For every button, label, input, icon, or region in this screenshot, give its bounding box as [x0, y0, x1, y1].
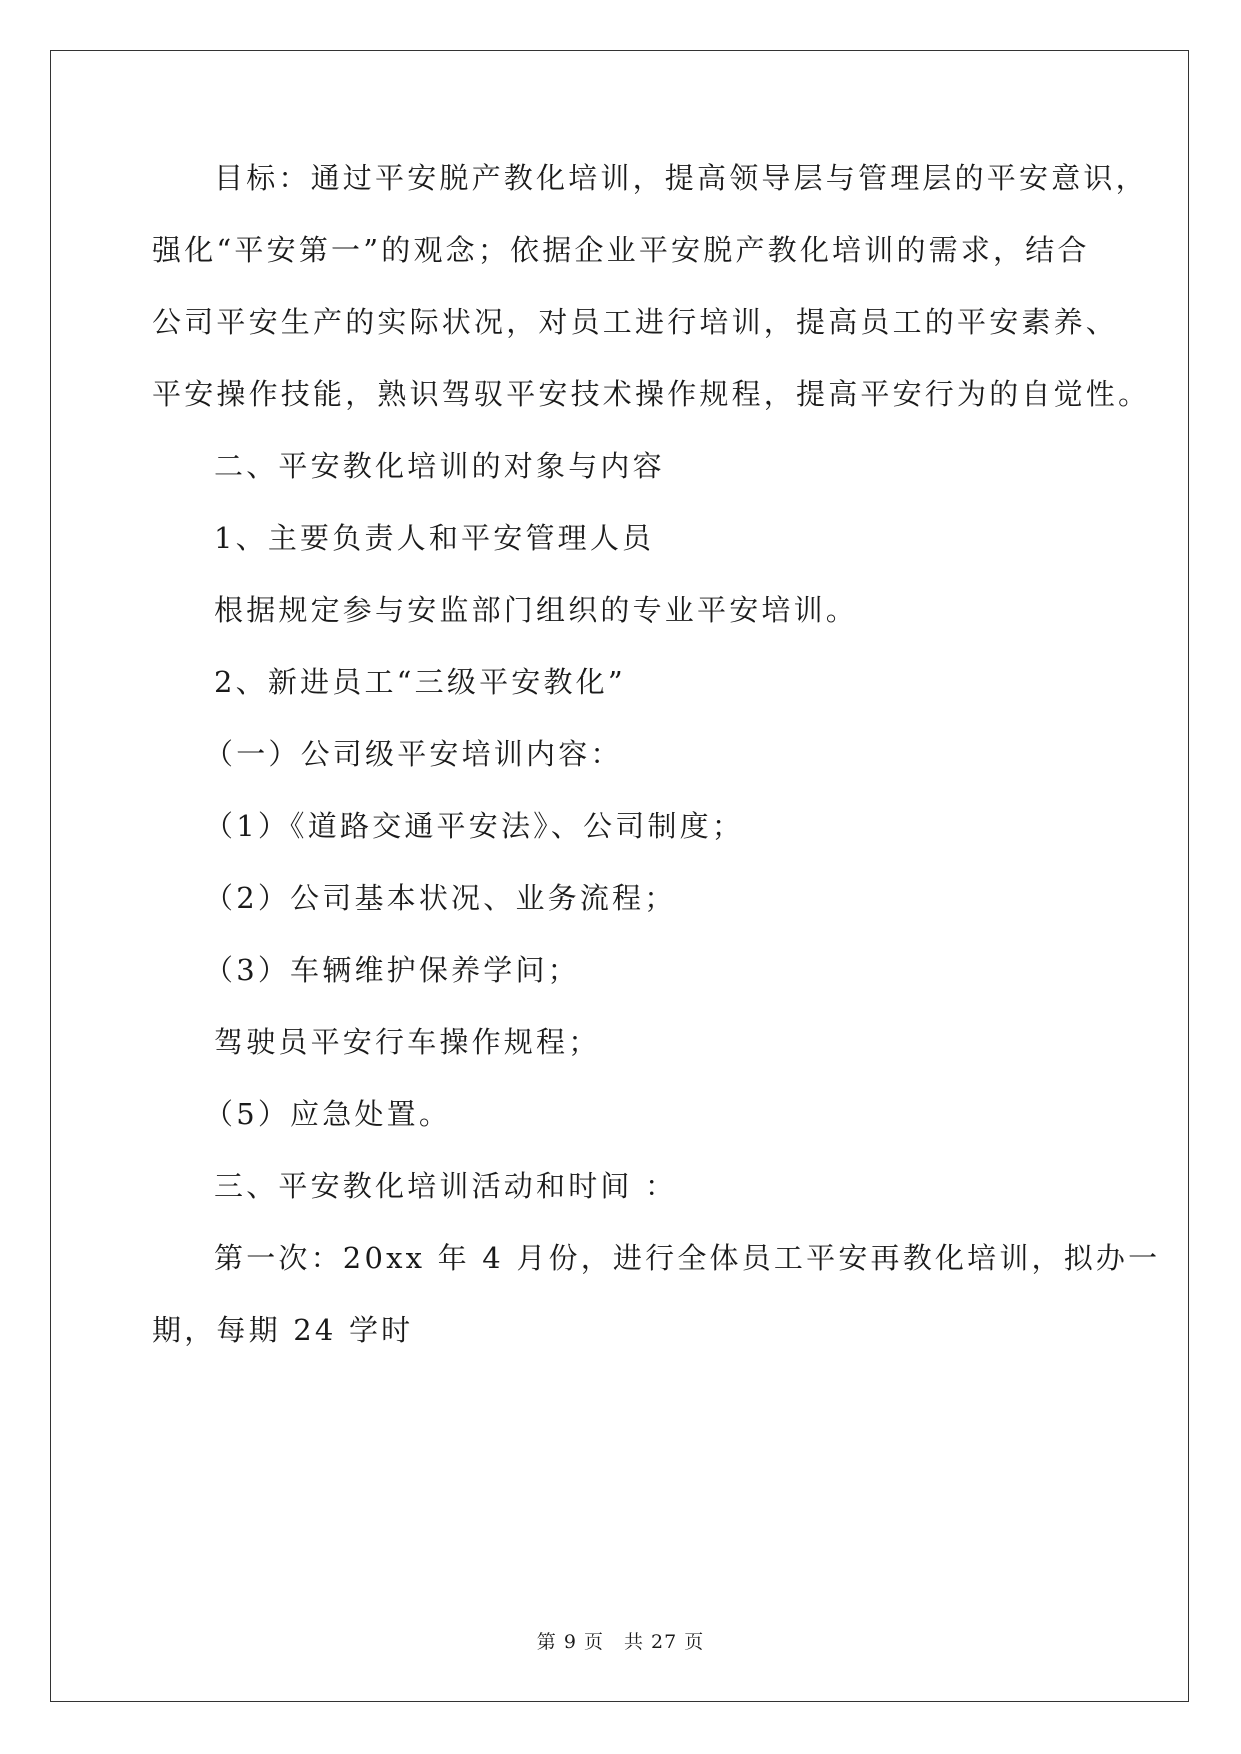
- paragraph-line: 强化“平安第一”的观念；依据企业平安脱产教化培训的需求，结合: [152, 233, 1090, 267]
- list-item: （2）公司基本状况、业务流程；: [204, 881, 677, 915]
- page-border: [50, 50, 1189, 1702]
- paragraph-line: 平安操作技能，熟识驾驭平安技术操作规程，提高平安行为的自觉性。: [152, 377, 1151, 411]
- subsection-heading: 2、新进员工“三级平安教化”: [214, 665, 626, 699]
- paragraph-line: 第一次：20xx 年 4 月份，进行全体员工平安再教化培训，拟办一: [214, 1241, 1161, 1275]
- list-heading: （一）公司级平安培训内容：: [204, 737, 623, 771]
- list-item: （3）车辆维护保养学问；: [204, 953, 580, 987]
- section-heading: 二、平安教化培训的对象与内容: [214, 449, 665, 483]
- paragraph-line: 根据规定参与安监部门组织的专业平安培训。: [214, 593, 859, 627]
- page-number-footer: 第 9 页 共 27 页: [536, 1631, 705, 1653]
- list-item: （5）应急处置。: [204, 1097, 452, 1131]
- list-item: 驾驶员平安行车操作规程；: [214, 1025, 601, 1059]
- paragraph-line: 公司平安生产的实际状况，对员工进行培训，提高员工的平安素养、: [152, 305, 1119, 339]
- paragraph-line: 期，每期 24 学时: [152, 1313, 414, 1347]
- paragraph-line: 目标：通过平安脱产教化培训，提高领导层与管理层的平安意识，: [214, 161, 1148, 195]
- section-heading: 三、平安教化培训活动和时间 ：: [214, 1169, 678, 1203]
- list-item: （1）《道路交通平安法》、公司制度；: [204, 809, 745, 843]
- subsection-heading: 1、主要负责人和平安管理人员: [214, 521, 655, 555]
